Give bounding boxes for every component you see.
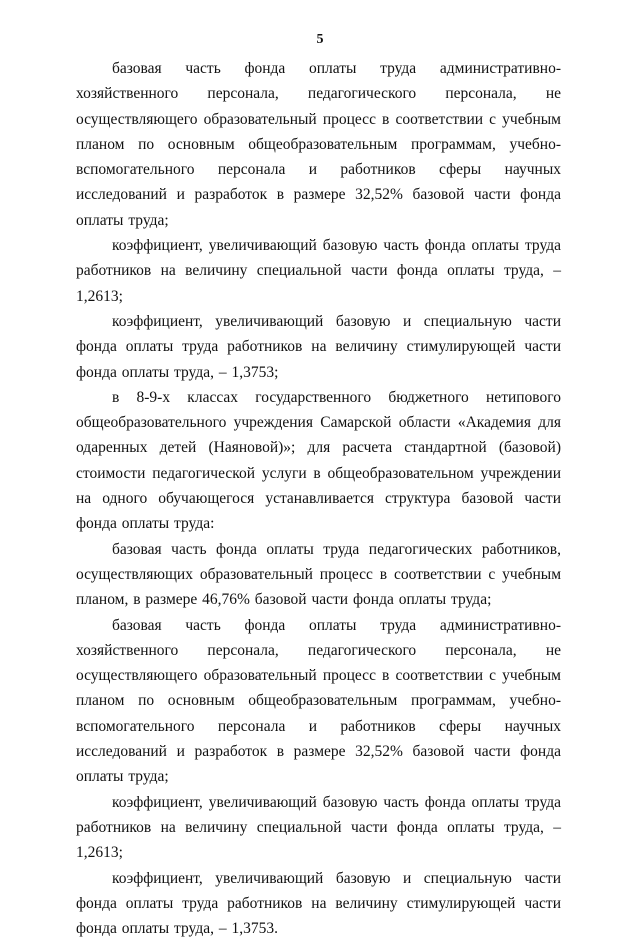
- paragraph-admin-staff-share: базовая часть фонда оплаты труда административно-хозяйственного персонала, педагогического персонала, не осуществляющего образовательный процесс в соответствии с учебным планом по основным общеобразовательным программам, учебно-вспомогательного персонала и работников сферы научных исследований и разработок в размере 32,52% базовой части фонда оплаты труда;: [76, 56, 561, 233]
- paragraph-incentive-part-coefficient: коэффициент, увеличивающий базовую и специальную части фонда оплаты труда работников на величину стимулирующей части фонда оплаты труда, – 1,3753;: [76, 309, 561, 385]
- paragraph-incentive-part-coefficient-2: коэффициент, увеличивающий базовую и специальную части фонда оплаты труда работников на величину стимулирующей части фонда оплаты труда, – 1,3753.: [76, 866, 561, 941]
- paragraph-academy-grades-8-9: в 8-9-х классах государственного бюджетного нетипового общеобразовательного учреждения Самарской области «Академия для одаренных детей (Наяновой)»; для расчета стандартной (базовой) стоимости педагогической услуги в общеобразовательном учреждении на одного обучающегося устанавливается структура базовой части фонда оплаты труда:: [76, 385, 561, 537]
- page-number: 5: [0, 32, 640, 48]
- paragraph-special-part-coefficient: коэффициент, увеличивающий базовую часть фонда оплаты труда работников на величину специальной части фонда оплаты труда, – 1,2613;: [76, 233, 561, 309]
- document-body: [76, 56, 561, 941]
- paragraph-admin-staff-share-2: базовая часть фонда оплаты труда административно-хозяйственного персонала, педагогического персонала, не осуществляющего образовательный процесс в соответствии с учебным планом по основным общеобразовательным программам, учебно-вспомогательного персонала и работников сферы научных исследований и разработок в размере 32,52% базовой части фонда оплаты труда;: [76, 613, 561, 790]
- paragraph-special-part-coefficient-2: коэффициент, увеличивающий базовую часть фонда оплаты труда работников на величину специальной части фонда оплаты труда, – 1,2613;: [76, 790, 561, 866]
- paragraph-teaching-staff-share: базовая часть фонда оплаты труда педагогических работников, осуществляющих образовательный процесс в соответствии с учебным планом, в размере 46,76% базовой части фонда оплаты труда;: [76, 537, 561, 613]
